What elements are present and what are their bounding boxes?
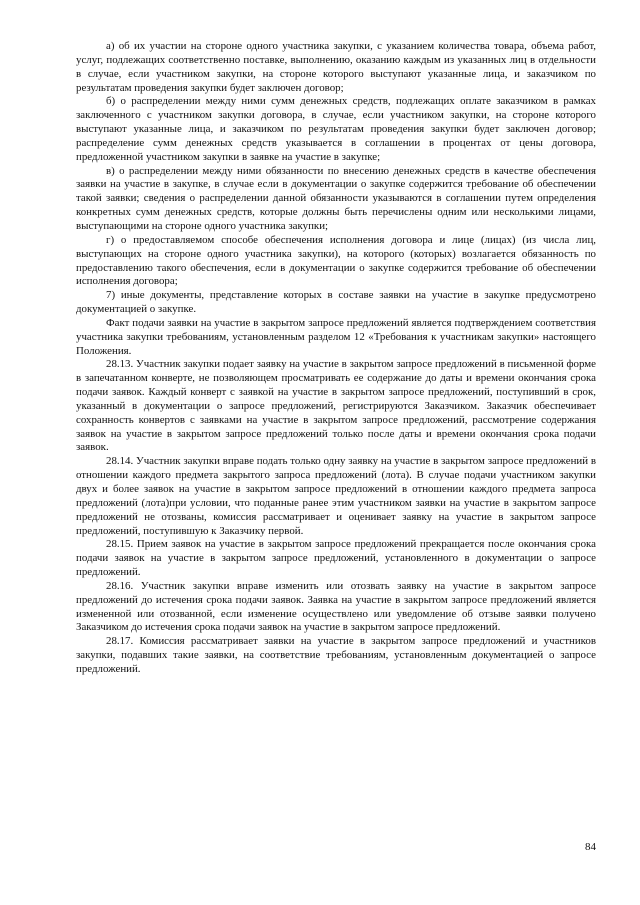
- paragraph-fact: Факт подачи заявки на участие в закрытом запросе предложений является подтверждением соответствия участника закупки требованиям, установленным разделом 12 «Требования к участникам закупки» настоящего Положения.: [76, 316, 596, 357]
- paragraph-v: в) о распределении между ними обязанности по внесению денежных средств в качестве обеспечения заявки на участие в закупке, в случае если в документации о закупке содержится требование об обеспечении такой заявки; сведения о распределении данной обязанности указываются в соглашении путем определения конкретных сумм денежных средств, которые должны быть перечислены одним или несколькими лицами, выступающими на стороне одного участника закупки;: [76, 164, 596, 232]
- paragraph-b: б) о распределении между ними сумм денежных средств, подлежащих оплате заказчиком в рамках заключенного с участником закупки договора, в случае, если участником закупки, на стороне которого выступают указанные лица, и заказчиком по результатам проведения закупки будет заключен договор; распределение сумм денежных средств указывается в соглашении в процентах от цены договора, предложенной участником закупки в заявке на участие в закупке;: [76, 95, 596, 163]
- paragraph-28-13: 28.13. Участник закупки подает заявку на участие в закрытом запросе предложений в письменной форме в запечатанном конверте, не позволяющем просматривать ее содержание до даты и времени окончания срока подачи заявок. Каждый конверт с заявкой на участие в закрытом запросе предложений, поступивший в срок, указанный в документации о запросе предложений, регистрируются Заказчиком. Заказчик обеспечивает сохранность конвертов с заявками на участие в закрытом запросе предложений, рассмотрение содержания заявок на участие в закрытом запросе предложений только после даты и времени окончания срока подачи заявок.: [76, 358, 596, 454]
- paragraph-28-15: 28.15. Прием заявок на участие в закрытом запросе предложений прекращается после окончания срока подачи заявок на участие в закрытом запросе предложений, установленного в документации о запросе предложений.: [76, 538, 596, 579]
- paragraph-28-14: 28.14. Участник закупки вправе подать только одну заявку на участие в закрытом запросе предложений в отношении каждого предмета закрытого запроса предложений (лота). В случае подачи участником закупки двух и более заявок на участие в закрытом запросе предложений в отношении каждого предмета запроса предложений (лота)при условии, что поданные ранее этим участником заявки на участие в закрытом запросе предложений не отозваны, комиссия рассматривает и оценивает заявку на участие в закрытом запросе предложений, поступившую к Заказчику первой.: [76, 455, 596, 537]
- paragraph-g: г) о предоставляемом способе обеспечения исполнения договора и лице (лицах) (из числа лиц, выступающих на стороне одного участника закупки), на которого (которых) возлагается обязанность по предоставлению такого обеспечения, если в документации о закупке содержится требование об обеспечении исполнения договора;: [76, 233, 596, 288]
- paragraph-28-17: 28.17. Комиссия рассматривает заявки на участие в закрытом запросе предложений и участников закупки, подавших такие заявки, на соответствие требованиям, установленным документацией о запросе предложений.: [76, 635, 596, 675]
- paragraph-item-7: 7) иные документы, представление которых в составе заявки на участие в закупке предусмотрено документацией о закупке.: [76, 289, 596, 316]
- paragraph-28-16: 28.16. Участник закупки вправе изменить или отозвать заявку на участие в закрытом запросе предложений до истечения срока подачи заявок. Заявка на участие в закрытом запросе предложений является измененной или отозванной, если изменение осуществлено или уведомление об отзыве заявки получено Заказчиком до истечения срока подачи заявок на участие в закрытом запросе предложений.: [76, 579, 596, 634]
- page-number: 84: [585, 841, 596, 853]
- paragraph-a: а) об их участии на стороне одного участника закупки, с указанием количества товара, объема работ, услуг, подлежащих соответственно поставке, выполнению, оказанию каждым из указанных лиц в отдельности в случае, если участником закупки, на стороне которого выступают указанные лица, и заказчиком по результатам проведения закупки будет заключен договор;: [76, 40, 596, 94]
- document-body: [76, 40, 596, 677]
